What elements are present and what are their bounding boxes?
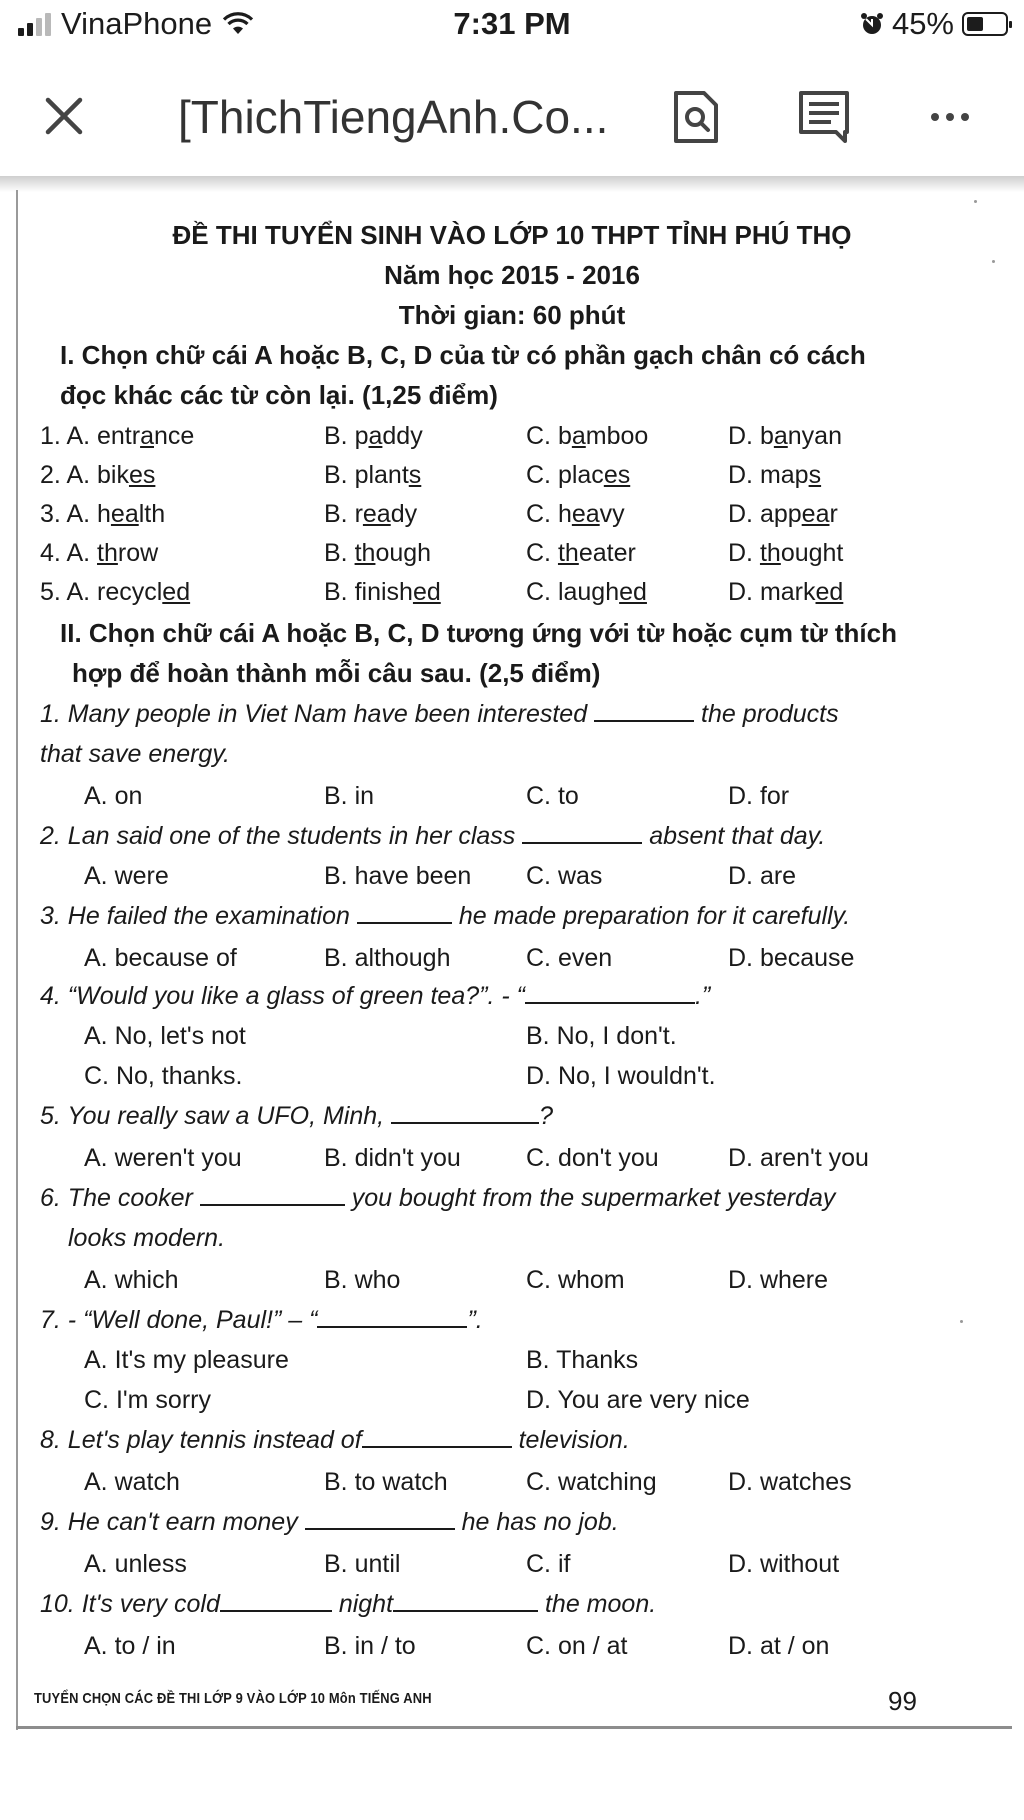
underlined-part: ed	[815, 578, 844, 606]
underlined-part: th	[557, 539, 579, 567]
pron-option-5-c	[526, 578, 647, 607]
option-5-d: D. aren't you	[728, 1144, 869, 1172]
status-bar	[0, 0, 1024, 52]
pron-option-5-d	[728, 578, 843, 607]
option-9-b: B. until	[324, 1550, 401, 1578]
word-part: B. plant	[324, 461, 409, 489]
search-document-icon[interactable]	[670, 90, 722, 144]
pron-option-1-b	[324, 422, 423, 451]
option-4-d: D. No, I wouldn't.	[526, 1062, 716, 1090]
word-part: vy	[599, 500, 625, 528]
section-1-heading: I. Chọn chữ cái A hoặc B, C, D của từ có phần gạch chân có cách	[60, 340, 866, 370]
word-part: A. entr	[66, 422, 141, 450]
underlined-part: ed	[162, 578, 191, 606]
question-5: 5. You really saw a UFO, Minh, ?	[40, 1102, 553, 1130]
word-part: D. mark	[728, 578, 816, 606]
option-9-d: D. without	[728, 1550, 840, 1578]
word-part: D. map	[728, 461, 809, 489]
option-1-c: C. to	[526, 782, 579, 810]
word-part: B.	[324, 539, 355, 567]
option-1-a: A. on	[84, 782, 143, 810]
option-5-b: B. didn't you	[324, 1144, 461, 1172]
pron-option-3-a	[40, 500, 165, 529]
underlined-part: es	[128, 461, 156, 489]
more-icon[interactable]	[928, 90, 972, 144]
pron-option-2-a	[40, 461, 155, 490]
option-7-b: B. Thanks	[526, 1346, 639, 1374]
pron-number: 3.	[40, 500, 61, 528]
pron-option-4-a	[40, 539, 158, 568]
word-part: B. p	[324, 422, 369, 450]
option-7-a: A. It's my pleasure	[84, 1346, 289, 1374]
pron-number: 2.	[40, 461, 61, 489]
exam-title: ĐỀ THI TUYỂN SINH VÀO LỚP 10 THPT TỈNH PHÚ THỌ	[172, 220, 852, 250]
scan-speck	[974, 200, 977, 203]
comment-icon[interactable]	[798, 90, 850, 144]
option-8-a: A. watch	[84, 1468, 180, 1496]
pron-option-3-d	[728, 500, 838, 529]
option-3-d: D. because	[728, 944, 855, 972]
question-6-cont: looks modern.	[68, 1224, 226, 1252]
option-2-c: C. was	[526, 862, 603, 890]
pron-option-4-b	[324, 539, 431, 568]
word-part: D. app	[728, 500, 802, 528]
option-9-a: A. unless	[84, 1550, 187, 1578]
question-3: 3. He failed the examination he made preparation for it carefully.	[40, 902, 851, 930]
word-part: ddy	[382, 422, 423, 450]
pron-option-5-b	[324, 578, 441, 607]
option-10-a: A. to / in	[84, 1632, 176, 1660]
word-part: C. laugh	[526, 578, 620, 606]
section-2-heading-cont: hợp để hoàn thành mỗi câu sau. (2,5 điểm)	[72, 658, 601, 688]
word-part: A. bik	[66, 461, 129, 489]
option-5-a: A. weren't you	[84, 1144, 242, 1172]
underlined-part: th	[97, 539, 118, 567]
pron-number: 4.	[40, 539, 61, 567]
underlined-part: ea	[801, 500, 830, 528]
word-part: mboo	[585, 422, 649, 450]
underlined-part: th	[759, 539, 781, 567]
option-8-d: D. watches	[728, 1468, 852, 1496]
question-1-cont: that save energy.	[40, 740, 230, 768]
pron-option-2-c	[526, 461, 630, 490]
option-2-a: A. were	[84, 862, 169, 890]
battery-group	[860, 6, 1008, 42]
option-3-a: A. because of	[84, 944, 237, 972]
pron-number: 1.	[40, 422, 61, 450]
word-part: A. h	[66, 500, 111, 528]
word-part: D. b	[728, 422, 774, 450]
underlined-part: ed	[619, 578, 647, 606]
word-part: ough	[375, 539, 432, 567]
option-10-b: B. in / to	[324, 1632, 416, 1660]
pron-option-2-d	[728, 461, 821, 490]
exam-duration: Thời gian: 60 phút	[398, 300, 626, 330]
option-7-d: D. You are very nice	[526, 1386, 750, 1414]
option-1-d: D. for	[728, 782, 790, 810]
word-part: r	[829, 500, 838, 528]
option-10-d: D. at / on	[728, 1632, 830, 1660]
option-6-d: D. where	[728, 1266, 829, 1294]
pron-option-3-c	[526, 500, 625, 529]
underlined-part: ea	[362, 500, 391, 528]
option-6-a: A. which	[84, 1266, 179, 1294]
underlined-part: a	[773, 422, 788, 450]
word-part: C. b	[526, 422, 572, 450]
option-4-a: A. No, let's not	[84, 1022, 246, 1050]
word-part: eater	[578, 539, 636, 567]
option-2-b: B. have been	[324, 862, 472, 890]
word-part: row	[117, 539, 159, 567]
option-5-c: C. don't you	[526, 1144, 659, 1172]
pron-number: 5.	[40, 578, 61, 606]
underlined-part: a	[571, 422, 586, 450]
question-10: 10. It's very cold night the moon.	[40, 1590, 657, 1618]
underlined-part: ed	[412, 578, 441, 606]
pron-option-1-d	[728, 422, 842, 451]
underlined-part: ea	[571, 500, 600, 528]
word-part: A.	[66, 539, 98, 567]
section-1-heading-cont: đọc khác các từ còn lại. (1,25 điểm)	[60, 380, 498, 410]
underlined-part: a	[368, 422, 383, 450]
word-part: dy	[390, 500, 418, 528]
underlined-part: s	[408, 461, 422, 489]
word-part: nce	[154, 422, 195, 450]
option-6-c: C. whom	[526, 1266, 625, 1294]
option-3-c: C. even	[526, 944, 613, 972]
question-4: 4. “Would you like a glass of green tea?”. - “ .”	[40, 982, 711, 1010]
option-2-d: D. are	[728, 862, 797, 890]
underlined-part: s	[808, 461, 822, 489]
scan-speck	[960, 1320, 963, 1323]
battery-percent: 45%	[891, 6, 954, 41]
pron-option-4-d	[728, 539, 843, 568]
word-part: C. plac	[526, 461, 604, 489]
option-4-c: C. No, thanks.	[84, 1062, 243, 1090]
pron-option-2-b	[324, 461, 421, 490]
exam-year: Năm học 2015 - 2016	[384, 260, 640, 290]
option-1-b: B. in	[324, 782, 375, 810]
pron-option-4-c	[526, 539, 636, 568]
word-part: D.	[728, 539, 760, 567]
underlined-part: a	[140, 422, 154, 450]
underlined-part: th	[354, 539, 376, 567]
word-part: C.	[526, 539, 558, 567]
battery-icon	[962, 12, 1008, 36]
option-3-b: B. although	[324, 944, 451, 972]
option-7-c: C. I'm sorry	[84, 1386, 211, 1414]
option-9-c: C. if	[526, 1550, 571, 1578]
page-footer: TUYỂN CHỌN CÁC ĐỀ THI LỚP 9 VÀO LỚP 10 Môn TIẾNG ANH	[34, 1690, 432, 1707]
pron-option-5-a	[40, 578, 190, 607]
word-part: A. recycl	[66, 578, 163, 606]
pron-option-3-b	[324, 500, 417, 529]
viewer-toolbar	[0, 56, 1024, 176]
word-part: nyan	[787, 422, 842, 450]
word-part: B. r	[324, 500, 363, 528]
underlined-part: ea	[110, 500, 139, 528]
option-8-b: B. to watch	[324, 1468, 448, 1496]
option-10-c: C. on / at	[526, 1632, 628, 1660]
close-icon[interactable]	[40, 92, 88, 140]
page-number: 99	[888, 1686, 917, 1716]
page-edge	[16, 190, 18, 1730]
word-part: lth	[138, 500, 166, 528]
word-part: C. h	[526, 500, 572, 528]
section-2-heading: II. Chọn chữ cái A hoặc B, C, D tương ứng với từ hoặc cụm từ thích	[60, 618, 898, 648]
question-1: 1. Many people in Viet Nam have been interested the products	[40, 700, 839, 728]
question-6: 6. The cooker you bought from the supermarket yesterday	[40, 1184, 836, 1212]
alarm-icon	[860, 12, 884, 36]
option-8-c: C. watching	[526, 1468, 657, 1496]
document-title: [ThichTiengAnh.Co...	[178, 91, 609, 143]
option-6-b: B. who	[324, 1266, 401, 1294]
carrier-name: VinaPhone	[61, 6, 213, 41]
page-bottom-edge	[16, 1726, 1012, 1729]
underlined-part: es	[603, 461, 631, 489]
question-8: 8. Let's play tennis instead of television.	[40, 1426, 630, 1454]
word-part: B. finish	[324, 578, 413, 606]
word-part: ought	[780, 539, 844, 567]
question-2: 2. Lan said one of the students in her class absent that day.	[40, 822, 826, 850]
pron-option-1-a	[40, 422, 194, 451]
question-7: 7. - “Well done, Paul!” – “ ”.	[40, 1306, 483, 1334]
scanned-page[interactable]	[12, 190, 1012, 1730]
pron-option-1-c	[526, 422, 648, 451]
option-4-b: B. No, I don't.	[526, 1022, 677, 1050]
question-9: 9. He can't earn money he has no job.	[40, 1508, 619, 1536]
clock: 7:31 PM	[453, 6, 571, 41]
